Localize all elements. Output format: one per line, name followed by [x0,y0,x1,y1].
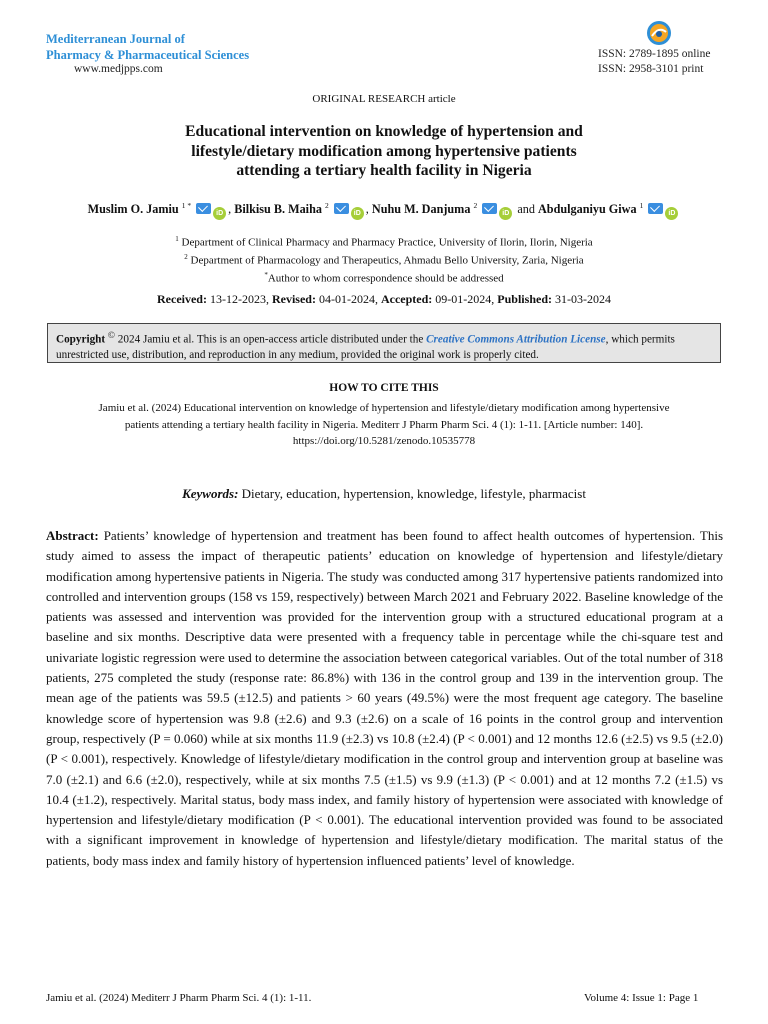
copyright-symbol: © [107,331,115,341]
abstract-text: Patients’ knowledge of hypertension and treatment has been found to affect health outcomes of hypertension. This study aimed to assess the impact of therapeutic patients’ education on knowledge of hypertension and lifestyle/dietary modification among hypertensive patients in Nigeria. The study was conducted among 317 hypertensive patients randomized into controlled and intervention groups (158 vs 159, respectively) between March 2021 and February 2022. Baseline knowledge of the patients was assessed and intervention was provided for the intervention group with a structured educational program at a baseline and six months. Descriptive data were presented with a frequency table in percentage while the chi-square test and univariate logistic regression were used to determine the association between categorical variables. Out of the total number of 318 patients, 275 completed the study (response rate: 86.8%) with 136 in the control group and 139 in the intervention group. The mean age of the patients was 59.5 (±12.5) and patients > 60 years (49.5%) were the most frequent age category. The baseline knowledge score of hypertension was 9.8 (±2.6) and 9.3 (±2.6) on a scale of 16 points in the control group and intervention group, respectively (P = 0.060) while at six months 11.9 (±2.3) vs 10.8 (±2.4) (P < 0.001) and 12 months 12.6 (±2.5) vs 9.5 (±2.0) (P < 0.001), respectively. Knowledge of lifestyle/dietary modification in the control group and intervention group at baseline was 7.0 (±2.1) and 6.6 (±2.0), respectively, while at six months 7.5 (±1.5) vs 9.9 (±1.3) (P < 0.001) and at 12 months 7.2 (±1.5) vs 10.4 (±1.2), respectively. Marital status, body mass index, and family history of hypertension were associated with knowledge of hypertension and lifestyle/dietary modification (P < 0.001). The educational intervention provided was found to be associated with a significant improvement in knowledge of hypertension and lifestyle/dietary modification. The marital status of the patients, body mass index and family history of hypertension influenced patients’ level of knowledge. [46,528,724,868]
page-number: Volume 4: Issue 1: Page 1 [584,992,699,1004]
orcid-icon[interactable]: iD [499,207,512,220]
article-dates: Received: 13-12-2023, Revised: 04-01-2024, Accepted: 09-01-2024, Published: 31-03-2024 [157,292,611,306]
keywords-label: Keywords: [182,486,239,501]
author-sup: 1 [639,201,644,210]
journal-name-line1: Mediterranean Journal of [46,32,185,46]
citation-line1: Jamiu et al. (2024) Educational intervention on knowledge of hypertension and lifestyle/dietary modification among hypertensive [98,402,670,414]
email-icon[interactable] [648,203,663,214]
keywords-text: Dietary, education, hypertension, knowledge, lifestyle, pharmacist [241,486,586,501]
journal-name [46,31,249,63]
orcid-icon[interactable]: iD [665,207,678,220]
keywords [0,486,768,502]
author-sup: 2 [473,201,478,210]
copyright-text: 2024 Jamiu et al. This is an open-access article distributed under the [117,333,424,346]
affiliation-2: $^2$ Department of Pharmacology and Therapeutics, Ahmadu Bello University, Zaria, Nigeria [184,253,584,267]
email-icon[interactable] [196,203,211,214]
author-name: Muslim O. Jamiu [87,202,179,217]
cite-heading: HOW TO CITE THIS [329,382,439,394]
footer-citation: Jamiu et al. (2024) Mediterr J Pharm Pharm Sci. 4 (1): 1-11. [46,992,312,1004]
author-name: Bilkisu B. Maiha [234,202,322,217]
author-sup: 2 [325,201,329,210]
affiliation-1: $^1$ Department of Clinical Pharmacy and Pharmacy Practice, University of Ilorin, Ilorin, Nigeria [175,235,593,249]
orcid-icon[interactable]: iD [351,207,364,220]
citation [40,400,728,450]
journal-name-line2: Pharmacy & Pharmaceutical Sciences [46,48,250,62]
author-sup: 1 * [181,201,192,210]
author-name: Abdulganiyu Giwa [537,202,637,217]
accepted-date: 09-01-2024, [435,292,495,306]
title-line2: lifestyle/dietary modification among hypertensive patients [191,142,577,160]
citation-line2: patients attending a tertiary health facility in Nigeria. Mediterr J Pharm Pharm Sci. 4 (1): 1-11. [Article number: 140]. [124,418,644,431]
author-name: Nuhu M. Danjuma [371,202,471,217]
orcid-icon[interactable]: iD [213,207,226,220]
journal-website[interactable]: www.medjpps.com [74,63,163,75]
issn-print: ISSN: 2958-3101 print [598,63,704,75]
issn-block [598,47,710,77]
article-title [100,122,668,181]
affiliations [0,232,768,286]
journal-logo-icon [646,20,672,46]
title-line1: Educational intervention on knowledge of hypertension and [185,123,583,140]
copyright-box [47,323,721,363]
author-list: Muslim O. Jamiu $^{1 *}$ iD , Bilkisu B. Maiha $^2$ iD , Nuhu M. Danjuma $^2$ iD and Abdulganiyu Giwa $^1$ iD [0,201,768,220]
issn-online: ISSN: 2789-1895 online [598,48,711,60]
received-date: 13-12-2023, [209,292,269,306]
article-type: ORIGINAL RESEARCH article [312,93,456,105]
title-line3: attending a tertiary health facility in Nigeria [236,162,532,179]
copyright-label: Copyright [56,333,106,346]
published-date: 31-03-2024 [554,292,611,306]
abstract [46,526,723,871]
revised-date: 04-01-2024, [318,292,378,306]
license-link[interactable]: Creative Commons Attribution License [426,333,606,346]
doi-link[interactable]: https://doi.org/10.5281/zenodo.10535778 [292,435,476,447]
email-icon[interactable] [334,203,349,214]
copyright-text-after: , which permits unrestricted use, distribution, and reproduction in any medium, provided the original work is properly cited. [56,333,675,362]
email-icon[interactable] [482,203,497,214]
corresponding-note: *Author to whom correspondence should be addressed [264,271,504,285]
author-and: and [517,202,535,217]
abstract-label: Abstract: [46,528,99,543]
